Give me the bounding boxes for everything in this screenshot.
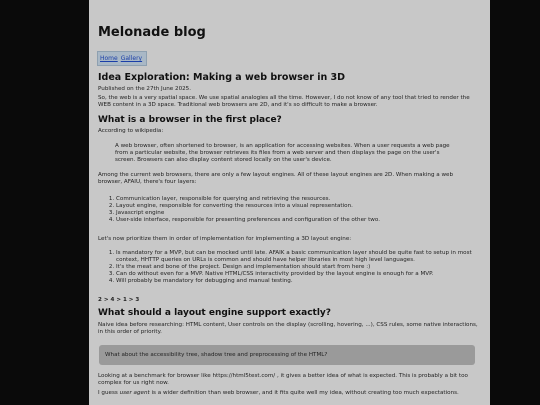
priorities-list xyxy=(98,250,486,285)
list-item: 4. Will probably be mandatory for debugging and manual testing. xyxy=(116,278,486,285)
nav-gallery-link[interactable]: Gallery xyxy=(120,55,143,62)
priority-order: 2 > 4 > 1 > 3 xyxy=(98,297,140,303)
list-item: 2. Layout engine, responsible for converting the resources into a visual representation. xyxy=(116,203,486,210)
section-heading-layout-engine: What should a layout engine support exactly? xyxy=(98,308,332,318)
callout-box xyxy=(99,345,475,365)
published-date: Published on the 27th June 2025. xyxy=(98,86,192,92)
browser-page xyxy=(89,0,490,405)
list-item: 3. Javascript engine xyxy=(116,210,486,217)
user-agent-term: user agent xyxy=(119,390,150,396)
list-item: 4. User-side interface, responsible for presenting preferences and configuration of the other two. xyxy=(116,217,486,224)
wikipedia-lead: According to wikipedia: xyxy=(98,128,164,134)
user-agent-paragraph xyxy=(98,390,478,397)
list-item: 1. Is mandatory for a MVP, but can be mocked until late. AFAIK a basic communication layer should be quite fast to setup in most context, HHTTP queries on URLs is common and should have helper libraries in most high level languages. xyxy=(116,250,486,264)
user-agent-post: is a wider definition than web browser, and it fits quite well my idea, without creating too much expectations. xyxy=(149,390,459,396)
layout-engines-paragraph: Among the current web browsers, there are only a few layout engines. All of these layout engines are 2D. When making a web browser, AFAIU, there's four layers: xyxy=(98,172,454,185)
naive-idea-paragraph: Naive idea before researching: HTML content, User controls on the display (scrolling, hovering, ...), CSS rules, some native interactions, in this order of priority. xyxy=(98,322,478,335)
list-item: 3. Can do without even for a MVP. Native HTML/CSS interactivity provided by the layout engine is enough for a MVP. xyxy=(116,271,486,278)
nav-home-link[interactable]: Home xyxy=(100,55,118,62)
prioritize-paragraph: Let's now prioritize them in order of implementation for implementing a 3D layout engine: xyxy=(98,236,352,242)
section-heading-browser: What is a browser in the first place? xyxy=(98,115,282,125)
nav-bar xyxy=(97,51,147,66)
wikipedia-quote: A web browser, often shortened to browser, is an application for accessing websites. When a user requests a web page from a particular website, the browser retrieves its files from a web server and then displays the page on the user's screen. Browsers can also display content stored locally on the user's device. xyxy=(115,143,450,163)
post-title: Idea Exploration: Making a web browser in 3D xyxy=(98,72,346,83)
list-item: 2. It's the meat and bone of the project. Design and implementation should start from here :) xyxy=(116,264,486,271)
list-item: 1. Communication layer, responsible for querying and retrieving the resources. xyxy=(116,196,486,203)
intro-paragraph: So, the web is a very spatial space. We use spatial analogies all the time. However, I do not know of any tool that tried to render the WEB content in a 3D space. Traditional web browsers are 2D, and it's so difficult to make a browser. xyxy=(98,95,470,108)
benchmark-paragraph: Looking at a benchmark for browser like https://html5test.com/ , it gives a better idea of what is expected. This is probably a bit too complex for us right now. xyxy=(98,373,468,386)
blog-title: Melonade blog xyxy=(98,25,206,40)
layers-list xyxy=(98,196,486,224)
user-agent-pre: I guess xyxy=(98,390,120,396)
callout-text: What about the accessibility tree, shadow tree and preprocessing of the HTML? xyxy=(105,351,328,358)
